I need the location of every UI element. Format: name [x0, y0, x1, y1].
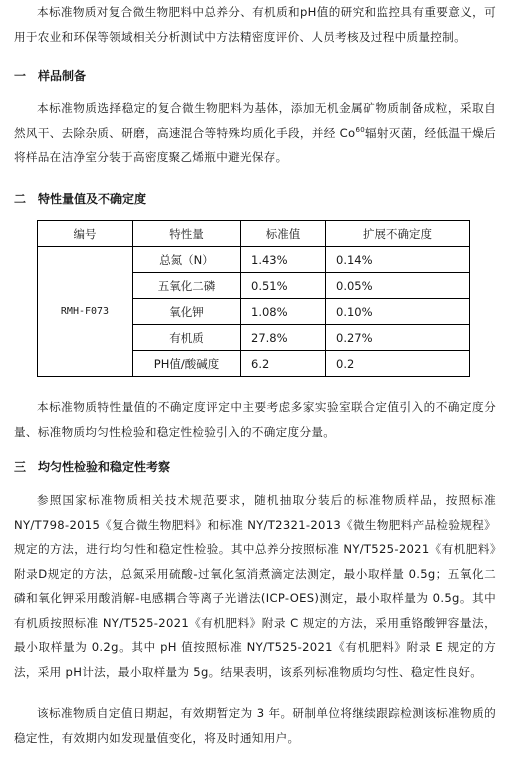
section-heading-values [14, 189, 146, 209]
column-header: 扩展不确定度 [326, 221, 470, 247]
section-number: 二 [14, 192, 27, 206]
sample-prep-text-pre: 本标准物质选择稳定的复合微生物肥料为基体，添加无机金属矿物质制备成粒，采取自然风干、去除杂质、研磨，高速混合等特殊均质化手段，并经 Co [14, 101, 496, 140]
intro-paragraph: 本标准物质对复合微生物肥料中总养分、有机质和pH值的研究和监控具有重要意义，可用于农业和环保等领域相关分析测试中方法精密度评价、人员考核及过程中质量控制。 [14, 5, 496, 44]
section-number: 一 [14, 69, 27, 83]
uncertainty-cell: 0.05% [326, 273, 470, 299]
value-cell: 0.51% [241, 273, 326, 299]
section-heading-sample-prep [14, 66, 86, 86]
homogeneity-paragraph: 参照国家标准物质相关技术规范要求，随机抽取分装后的标准物质样品，按照标准NY/T798-2015《复合微生物肥料》和标准 NY/T2321-2013《微生物肥料产品检验规程》规定的方法，进行均匀性和稳定性检验。其中总养分按照标准 NY/T525-2021《有机肥料》附录D规定的方法，总氮采用硫酸-过氧化氢消煮滴定法测定，最小取样量 0.5g；五氧化二磷和氧化钾采用酸消解-电感耦合等离子光谱法(ICP-OES)测定，最小取样量为 0.5g。其中有机质按照标准 NY/T525-2021《有机肥料》附录 C 规定的方法，采用重铬酸钾容量法，最小取样量为 0.2g。其中 pH 值按照标准 NY/T525-2021《有机肥料》附录 E 规定的方法，采用 pH计法，最小取样量为 5g。结果表明，该系列标准物质均匀性、稳定性良好。 [14, 493, 496, 679]
value-cell: 27.8% [241, 325, 326, 351]
spec-table [37, 220, 470, 377]
section-number: 三 [14, 460, 27, 474]
table-row [38, 247, 470, 273]
table-header-row [38, 221, 470, 247]
uncertainty-cell: 0.14% [326, 247, 470, 273]
property-cell: 氧化钾 [133, 299, 241, 325]
column-header: 编号 [38, 221, 133, 247]
section-title: 均匀性检验和稳定性考察 [38, 460, 171, 474]
value-cell: 1.43% [241, 247, 326, 273]
property-cell: 总氮（N） [133, 247, 241, 273]
property-cell: 五氧化二磷 [133, 273, 241, 299]
material-code-cell: RMH-F073 [38, 247, 133, 377]
sample-prep-text-post: 辐射灭菌，经低温干燥后将样品在洁净室分装于高密度聚乙烯瓶中避光保存。 [14, 125, 496, 164]
value-cell: 1.08% [241, 299, 326, 325]
sample-prep-paragraph [14, 96, 496, 170]
uncertainty-cell: 0.27% [326, 325, 470, 351]
column-header: 特性量 [133, 221, 241, 247]
uncertainty-cell: 0.10% [326, 299, 470, 325]
uncertainty-paragraph: 本标准物质特性量值的不确定度评定中主要考虑多家实验室联合定值引入的不确定度分量、标准物质均匀性检验和稳定性检验引入的不确定度分量。 [14, 400, 496, 439]
property-cell: 有机质 [133, 325, 241, 351]
column-header: 标准值 [241, 221, 326, 247]
section-title: 特性量值及不确定度 [38, 192, 147, 206]
property-cell: PH值/酸碱度 [133, 351, 241, 377]
section-heading-homogeneity [14, 457, 170, 477]
section-title: 样品制备 [38, 69, 87, 83]
isotope-superscript: 60 [355, 125, 365, 134]
validity-paragraph: 该标准物质自定值日期起，有效期暂定为 3 年。研制单位将继续跟踪检测该标准物质的稳定性，有效期内如发现量值变化，将及时通知用户。 [14, 706, 496, 745]
value-cell: 6.2 [241, 351, 326, 377]
uncertainty-cell: 0.2 [326, 351, 470, 377]
